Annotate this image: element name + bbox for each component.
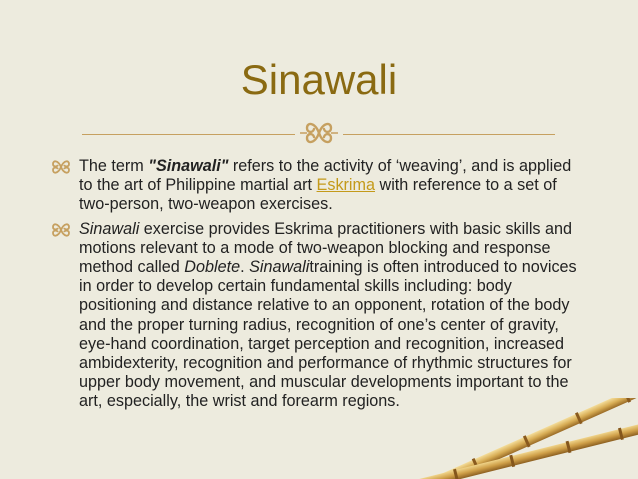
bullet-text: refers to the activity of ‘weaving’, and is applied to the art of Philippine martial art [79, 157, 572, 195]
ornament-divider-icon [298, 116, 340, 150]
divider-line-left [82, 134, 295, 135]
ornament-bullet-icon [50, 222, 72, 238]
ornament-bullet-icon [50, 159, 72, 175]
bullet-term: Sinawali [249, 258, 310, 277]
bullet-term: "Sinawali" [148, 157, 229, 175]
bullet-item [50, 157, 582, 215]
bullet-text: training is often introduced to novices in order to develop certain fundamental skills including: body positioning and distance relative to an opponent, rotation of the body and the proper turning radius, recognition of one’s center of gravity, eye-hand coordination, target perception and recognition, increased ambidexterity, recognition and performance of rhythmic structures for upper body movement, and muscular developments important to the art, especially, the wrist and forearm regions. [79, 258, 577, 411]
bullet-term: Sinawali [79, 219, 140, 238]
divider-line-right [343, 134, 555, 135]
bullet-text: exercise provides Eskrima practitioners with basic skills and motions relevant to a mode of two-weapon blocking and response method called [79, 219, 573, 277]
eskrima-link[interactable]: Eskrima [316, 176, 376, 195]
bullet-term: Doblete [184, 258, 241, 277]
bullet-text: . [240, 258, 250, 277]
rattan-sticks-illustration [408, 398, 638, 479]
bullet-text: The term [79, 157, 149, 175]
bullet-text: with reference to a set of two-person, two-weapon exercises. [79, 176, 557, 214]
slide-body [50, 157, 582, 417]
slide-title: Sinawali [240, 56, 398, 103]
bullet-item [50, 220, 582, 412]
